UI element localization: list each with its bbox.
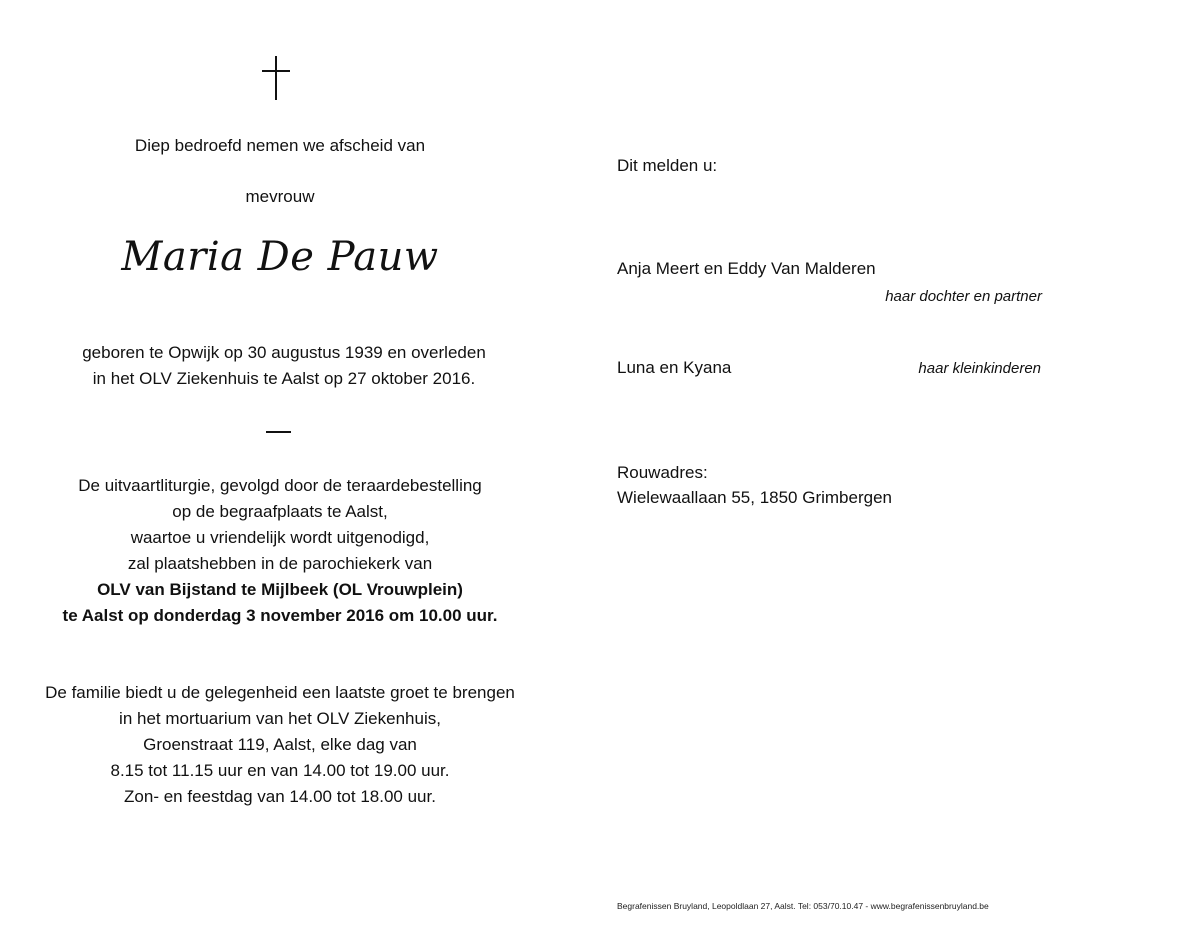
- left-column: [0, 0, 560, 947]
- footer-text: Begrafenissen Bruyland, Leopoldlaan 27, Aalst. Tel: 053/70.10.47 - www.begrafenissenbruyland.be: [617, 901, 989, 911]
- viewing-line: De familie biedt u de gelegenheid een laatste groet te brengen: [45, 683, 515, 702]
- ceremony-line: zal plaatshebben in de parochiekerk van: [127, 554, 433, 573]
- ceremony-church: OLV van Bijstand te Mijlbeek (OL Vrouwplein): [97, 580, 463, 599]
- intro-text: Diep bedroefd nemen we afscheid van: [134, 136, 426, 155]
- viewing-line: Zon- en feestdag van 14.00 tot 18.00 uur.: [124, 787, 436, 806]
- birth-death-line: geboren te Opwijk op 30 augustus 1939 en overleden: [82, 343, 486, 362]
- right-column: [617, 0, 1137, 947]
- birth-death-block: [4, 340, 564, 392]
- family-names: Anja Meert en Eddy Van Malderen: [617, 259, 876, 278]
- ceremony-line: op de begraafplaats te Aalst,: [172, 502, 388, 521]
- family-relation: haar kleinkinderen: [918, 360, 1041, 377]
- family-relation: haar dochter en partner: [885, 288, 1042, 305]
- ceremony-date: te Aalst op donderdag 3 november 2016 om 10.00 uur.: [62, 606, 498, 625]
- deceased-name: Maria De Pauw: [121, 234, 439, 280]
- ceremony-line: De uitvaartliturgie, gevolgd door de teraardebestelling: [78, 476, 482, 495]
- viewing-block: [0, 680, 560, 810]
- address-value: Wielewaallaan 55, 1850 Grimbergen: [617, 488, 892, 507]
- cross-icon: [262, 56, 290, 100]
- divider: [266, 431, 291, 433]
- viewing-line: 8.15 tot 11.15 uur en van 14.00 tot 19.00 uur.: [110, 761, 450, 780]
- viewing-line: Groenstraat 119, Aalst, elke dag van: [143, 735, 417, 754]
- title-prefix: mevrouw: [245, 187, 315, 206]
- viewing-line: in het mortuarium van het OLV Ziekenhuis,: [119, 709, 441, 728]
- ceremony-line: waartoe u vriendelijk wordt uitgenodigd,: [130, 528, 430, 547]
- ceremony-block: [0, 473, 560, 629]
- announce-label: Dit melden u:: [617, 156, 718, 175]
- address-label: Rouwadres:: [617, 463, 708, 482]
- birth-death-line: in het OLV Ziekenhuis te Aalst op 27 oktober 2016.: [92, 369, 476, 388]
- family-names: Luna en Kyana: [617, 358, 732, 377]
